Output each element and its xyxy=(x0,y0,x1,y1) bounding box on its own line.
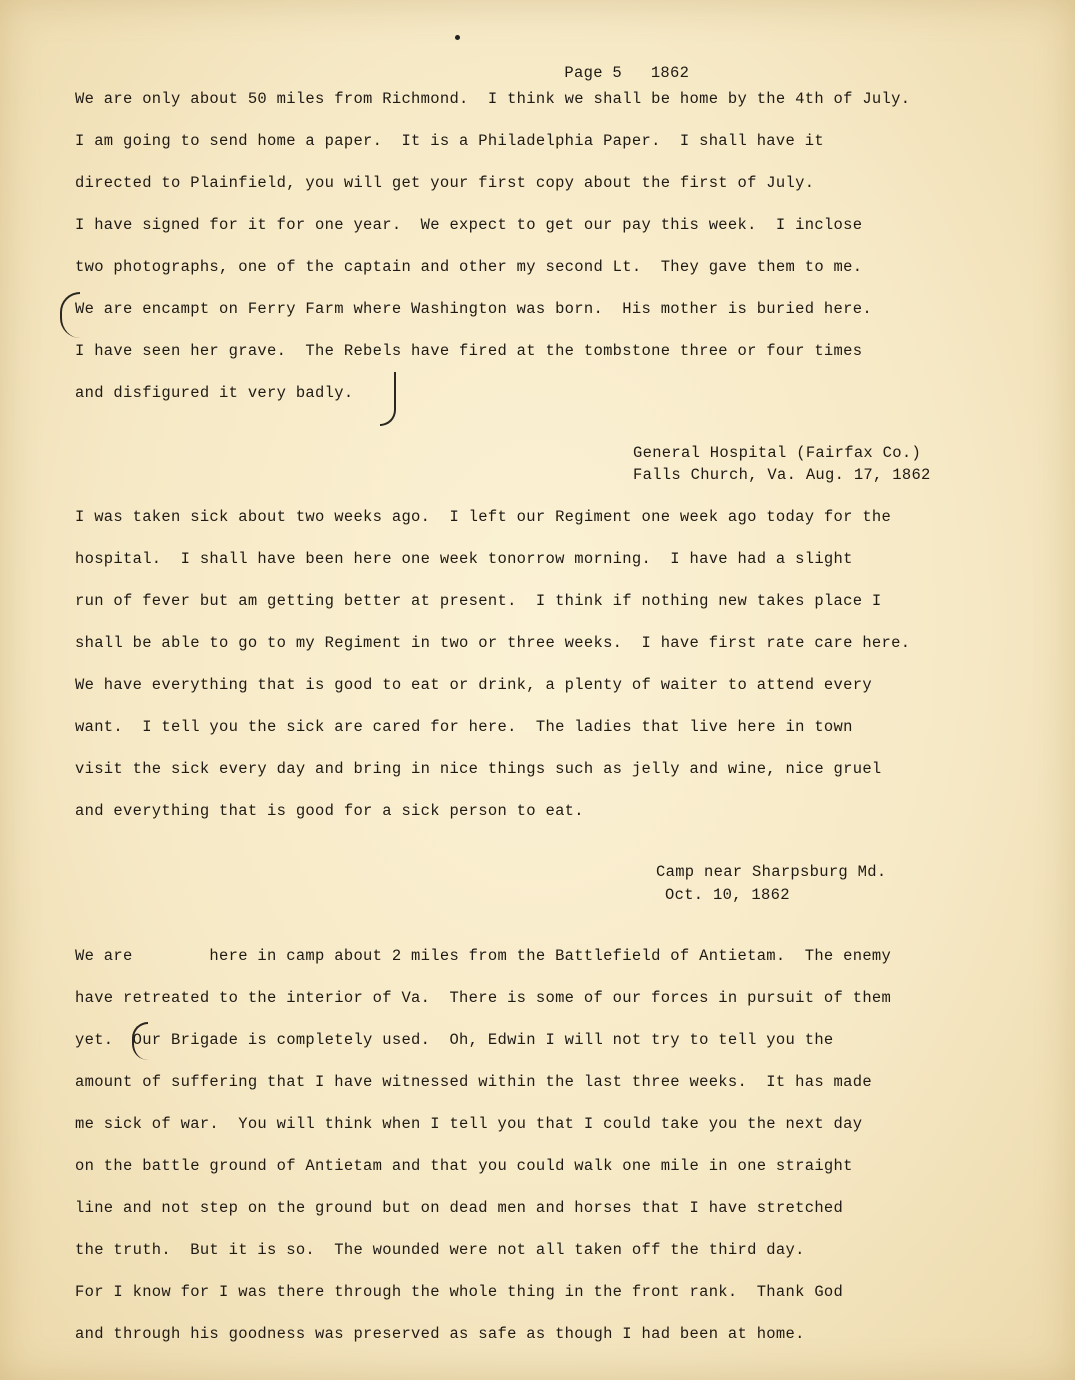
text-line: shall be able to go to my Regiment in two or three weeks. I have first rate care here. xyxy=(75,634,911,652)
section-1-body xyxy=(75,90,911,402)
page-label: Page 5 xyxy=(564,64,623,82)
section-3-date: Oct. 10, 1862 xyxy=(665,886,790,904)
text-line: hospital. I shall have been here one week tonorrow morning. I have had a slight xyxy=(75,550,853,568)
text-line: and everything that is good for a sick person to eat. xyxy=(75,802,584,820)
text-line: I am going to send home a paper. It is a Philadelphia Paper. I shall have it xyxy=(75,132,824,150)
text-line: have retreated to the interior of Va. There is some of our forces in pursuit of them xyxy=(75,989,892,1007)
text-line: and through his goodness was preserved as safe as though I had been at home. xyxy=(75,1325,805,1343)
section-2-body xyxy=(75,508,911,820)
text-line: I have signed for it for one year. We expect to get our pay this week. I inclose xyxy=(75,216,863,234)
text-line: amount of suffering that I have witnessed within the last three weeks. It has made xyxy=(75,1073,872,1091)
text-line: line and not step on the ground but on dead men and horses that I have stretched xyxy=(75,1199,844,1217)
bracket-mark-open xyxy=(60,292,80,338)
text-line: For I know for I was there through the whole thing in the front rank. Thank God xyxy=(75,1283,844,1301)
text-line: directed to Plainfield, you will get your first copy about the first of July. xyxy=(75,174,815,192)
section-3-body xyxy=(75,947,892,1343)
section-3-place: Camp near Sharpsburg Md. xyxy=(656,863,887,881)
page-year: 1862 xyxy=(650,64,690,82)
text-line: on the battle ground of Antietam and that you could walk one mile in one straight xyxy=(75,1157,853,1175)
text-line: yet. Our Brigade is completely used. Oh, Edwin I will not try to tell you the xyxy=(75,1031,834,1049)
text-line: I was taken sick about two weeks ago. I left our Regiment one week ago today for the xyxy=(75,508,892,526)
text-line: two photographs, one of the captain and other my second Lt. They gave them to me. xyxy=(75,258,863,276)
text-line: I have seen her grave. The Rebels have fired at the tombstone three or four times xyxy=(75,342,863,360)
text-line: and disfigured it very badly. xyxy=(75,384,354,402)
bracket-mark-open xyxy=(132,1022,148,1060)
text-line: visit the sick every day and bring in nice things such as jelly and wine, nice gruel xyxy=(75,760,882,778)
text-line: run of fever but am getting better at present. I think if nothing new takes place I xyxy=(75,592,882,610)
text-line: the truth. But it is so. The wounded were not all taken off the third day. xyxy=(75,1241,805,1259)
text-line: me sick of war. You will think when I tell you that I could take you the next day xyxy=(75,1115,863,1133)
ink-speck xyxy=(455,35,460,40)
text-line: want. I tell you the sick are cared for here. The ladies that live here in town xyxy=(75,718,853,736)
text-line: We are only about 50 miles from Richmond. I think we shall be home by the 4th of July. xyxy=(75,90,911,108)
text-line: We are encampt on Ferry Farm where Washington was born. His mother is buried here. xyxy=(75,300,872,318)
section-2-date: Falls Church, Va. Aug. 17, 1862 xyxy=(633,466,931,484)
section-2-place: General Hospital (Fairfax Co.) xyxy=(633,444,922,462)
text-line: We are here in camp about 2 miles from the Battlefield of Antietam. The enemy xyxy=(75,947,892,965)
bracket-mark-close xyxy=(380,372,396,426)
text-line: We have everything that is good to eat or drink, a plenty of waiter to attend every xyxy=(75,676,872,694)
